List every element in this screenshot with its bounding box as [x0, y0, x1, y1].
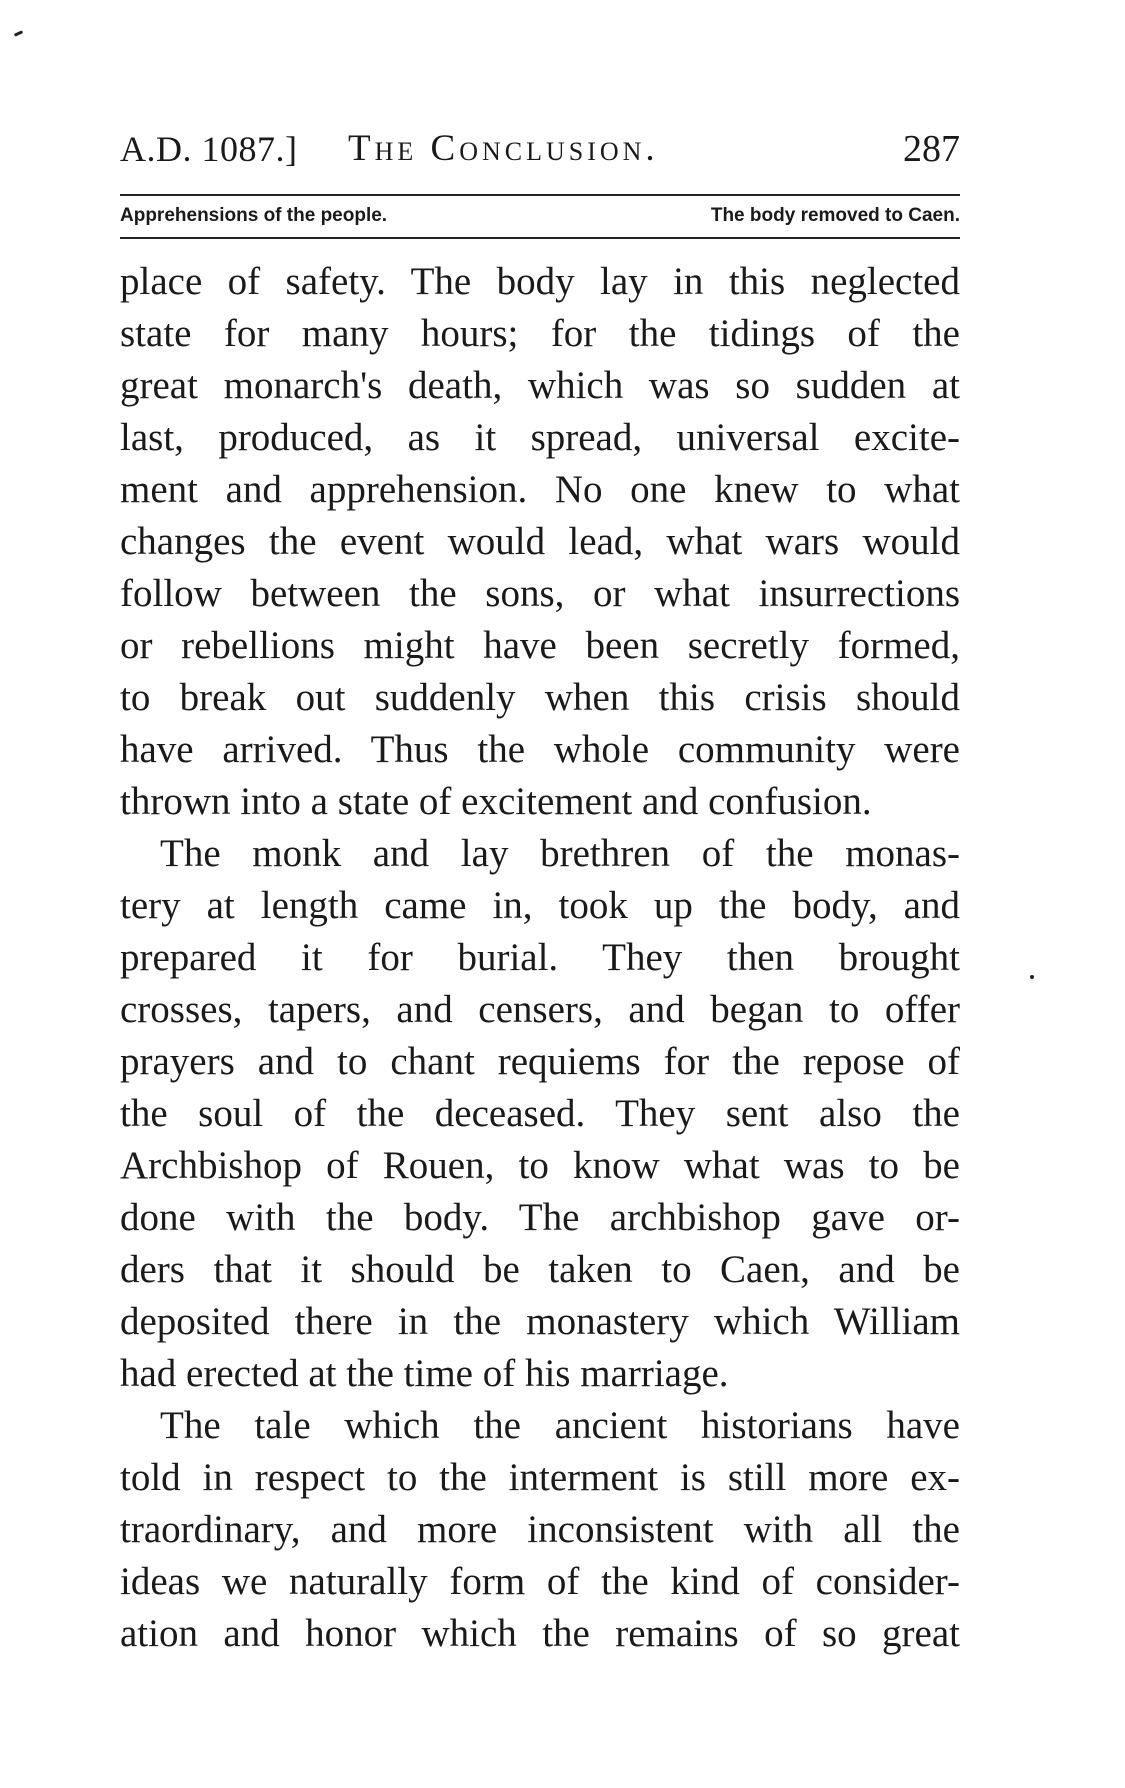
paragraph-1 — [120, 256, 960, 828]
page-number: 287 — [903, 128, 960, 170]
text-line: follow between the sons, or what insurrections — [120, 572, 960, 615]
running-head-date: A.D. 1087.] — [120, 129, 298, 169]
text-line: tery at length came in, took up the body, and — [120, 884, 960, 927]
header-rule-top — [120, 194, 960, 196]
subheading-right: The body removed to Caen. — [710, 205, 960, 226]
text-line: great monarch's death, which was so sudden at — [120, 364, 960, 407]
text-line: ation and honor which the remains of so great — [120, 1612, 960, 1655]
text-line: deposited there in the monastery which William — [120, 1300, 960, 1343]
header-rule-bottom — [120, 237, 960, 239]
text-line: ment and apprehension. No one knew to what — [120, 468, 960, 511]
text-line: ders that it should be taken to Caen, and be — [120, 1248, 960, 1291]
text-line: Archbishop of Rouen, to know what was to be — [120, 1144, 960, 1187]
text-line: thrown into a state of excitement and confusion. — [120, 780, 872, 823]
text-line: The tale which the ancient historians have — [160, 1404, 960, 1447]
text-line: ideas we naturally form of the kind of consider- — [120, 1560, 960, 1603]
running-head — [120, 125, 960, 173]
text-line: the soul of the deceased. They sent also the — [120, 1092, 960, 1135]
running-head-title: The Conclusion. — [348, 128, 659, 169]
body-text — [120, 256, 960, 1660]
text-line: crosses, tapers, and censers, and began to offer — [120, 988, 960, 1031]
text-line: prayers and to chant requiems for the repose of — [120, 1040, 960, 1083]
paragraph-2 — [120, 828, 960, 1400]
text-line: or rebellions might have been secretly formed, — [120, 624, 960, 667]
text-line: prepared it for burial. They then brought — [120, 936, 960, 979]
text-line: done with the body. The archbishop gave or- — [120, 1196, 960, 1239]
text-line: traordinary, and more inconsistent with all the — [120, 1508, 960, 1551]
paragraph-3 — [120, 1400, 960, 1660]
text-line: to break out suddenly when this crisis should — [120, 676, 960, 719]
text-line: had erected at the time of his marriage. — [120, 1352, 729, 1395]
text-line: changes the event would lead, what wars would — [120, 520, 960, 563]
subheading-left: Apprehensions of the people. — [120, 205, 388, 226]
text-line: The monk and lay brethren of the monas- — [160, 832, 960, 875]
text-line: state for many hours; for the tidings of the — [120, 312, 960, 355]
marginal-subheading — [120, 200, 960, 232]
text-line: last, produced, as it spread, universal excite- — [120, 416, 960, 459]
ink-dot — [1030, 975, 1034, 979]
text-line: told in respect to the interment is still more ex- — [120, 1456, 960, 1499]
text-line: place of safety. The body lay in this neglected — [120, 260, 960, 303]
ink-speck — [14, 30, 23, 37]
text-line: have arrived. Thus the whole community were — [120, 728, 960, 771]
